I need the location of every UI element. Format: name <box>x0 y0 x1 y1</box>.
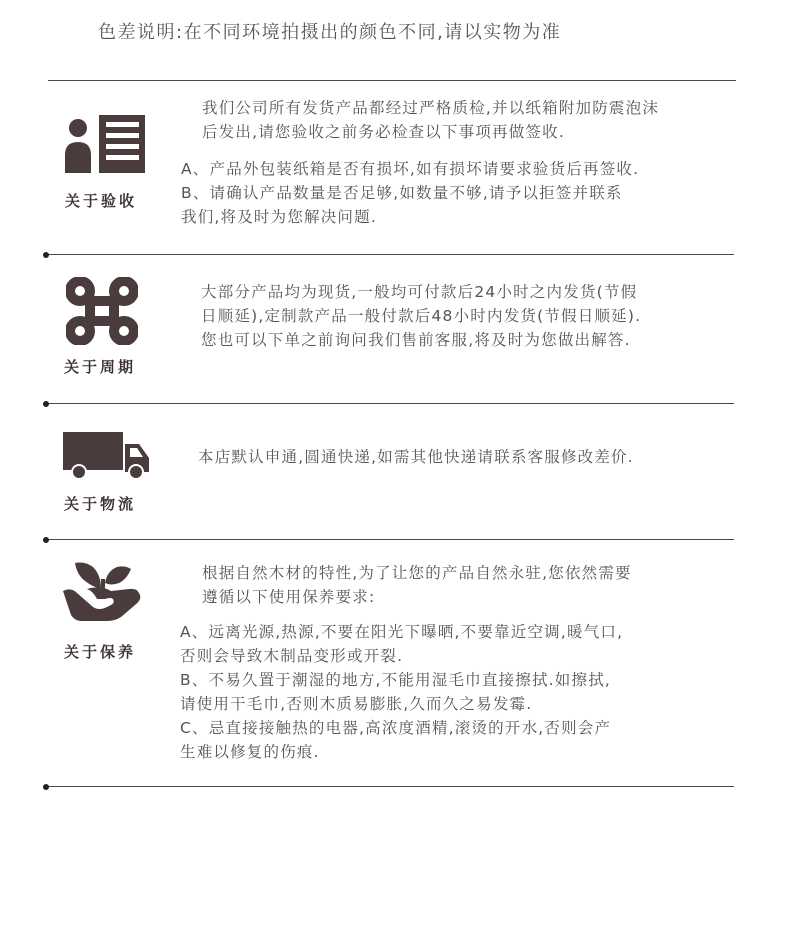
text-line: 否则会导致木制品变形或开裂. <box>180 647 404 665</box>
section-label-logistics: 关于物流 <box>64 495 137 513</box>
text-line: 本店默认申通,圆通快递,如需其他快递请联系客服修改差价. <box>198 448 634 466</box>
text-line: B、不易久置于潮湿的地方,不能用湿毛巾直接擦拭.如擦拭, <box>180 671 612 689</box>
text-line: 后发出,请您验收之前务必检查以下事项再做签收. <box>202 123 565 141</box>
divider-dot <box>43 401 49 407</box>
text-line: 日顺延),定制款产品一般付款后48小时内发货(节假日顺延). <box>201 307 642 325</box>
divider <box>46 786 734 787</box>
section-intro-logistics <box>198 445 634 469</box>
section-intro-maintenance <box>202 561 632 609</box>
text-line: 请使用干毛巾,否则木质易膨胀,久而久之易发霉. <box>180 695 533 713</box>
text-line: 我们公司所有发货产品都经过严格质检,并以纸箱附加防震泡沫 <box>202 99 660 117</box>
divider-dot <box>43 252 49 258</box>
page-title: 色差说明:在不同环境拍摄出的颜色不同,请以实物为准 <box>98 22 562 43</box>
divider <box>46 539 734 540</box>
text-line: B、请确认产品数量是否足够,如数量不够,请予以拒签并联系 <box>181 184 623 202</box>
text-line: 您也可以下单之前询问我们售前客服,将及时为您做出解答. <box>201 331 631 349</box>
text-line: 生难以修复的伤痕. <box>180 743 320 761</box>
section-items-acceptance <box>181 157 639 229</box>
text-line: 根据自然木材的特性,为了让您的产品自然永驻,您依然需要 <box>202 564 632 582</box>
text-line: C、忌直接接触热的电器,高浓度酒精,滚烫的开水,否则会产 <box>180 719 612 737</box>
divider <box>46 403 734 404</box>
section-intro-cycle <box>201 280 641 352</box>
divider <box>46 254 734 255</box>
text-line: 遵循以下使用保养要求: <box>202 588 376 606</box>
text-line: 大部分产品均为现货,一般均可付款后24小时之内发货(节假 <box>201 283 638 301</box>
section-label-acceptance: 关于验收 <box>65 192 138 210</box>
section-label-maintenance: 关于保养 <box>64 643 137 661</box>
divider-dot <box>43 784 49 790</box>
text-line: A、产品外包装纸箱是否有损坏,如有损坏请要求验货后再签收. <box>181 160 640 178</box>
command-icon <box>66 277 138 345</box>
document-person-icon <box>63 115 145 173</box>
text-line: 我们,将及时为您解决问题. <box>181 208 377 226</box>
hand-plant-icon <box>63 561 145 621</box>
section-intro-acceptance <box>202 96 659 144</box>
section-items-maintenance <box>180 620 623 764</box>
divider <box>48 80 736 81</box>
divider-dot <box>43 537 49 543</box>
text-line: A、远离光源,热源,不要在阳光下曝晒,不要靠近空调,暖气口, <box>180 623 624 641</box>
section-label-cycle: 关于周期 <box>64 358 137 376</box>
truck-icon <box>63 432 151 480</box>
